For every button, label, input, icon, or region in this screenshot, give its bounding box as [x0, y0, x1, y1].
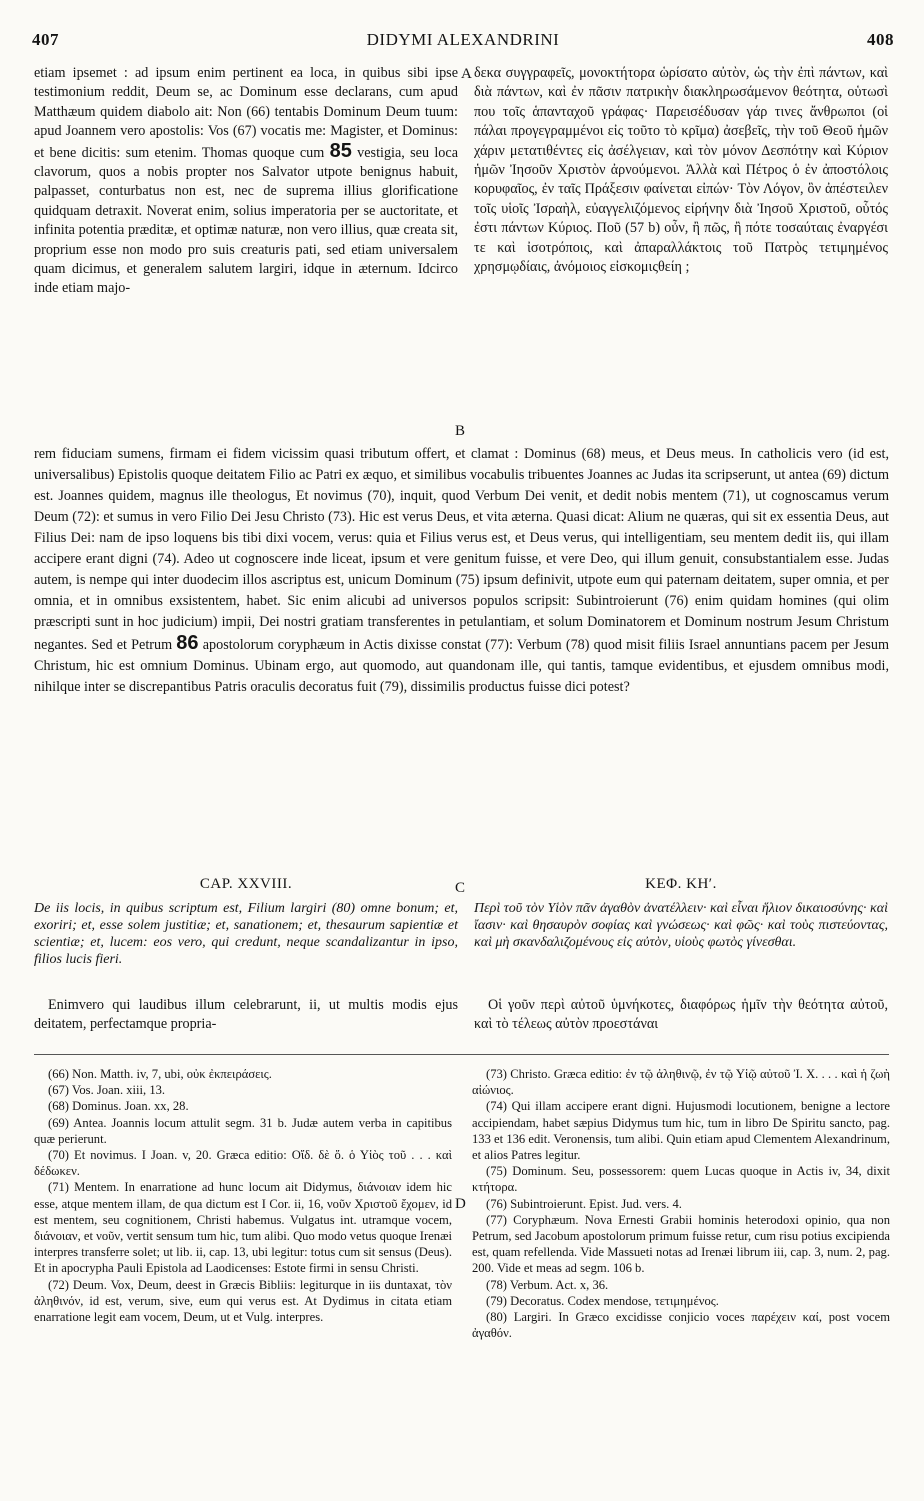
footnote-70: (70) Et novimus. I Joan. v, 20. Græca editio: Οἴδ. δὲ ὅ. ὁ Υἱὸς τοῦ . . . καὶ δέδωκεν. [34, 1148, 452, 1179]
footnote-73: (73) Christo. Græca editio: ἐν τῷ ἀληθινῷ, ἐν τῷ Υἱῷ αὐτοῦ Ἰ. Χ. . . . καὶ ἡ ζωὴ αἰώνιος. [472, 1067, 890, 1098]
footnote-69: (69) Antea. Joannis locum attulit segm. 31 b. Judæ autem verba in capitibus quæ perierunt. [34, 1115, 452, 1146]
chapter-heading-latin: CAP. XXVIII. [199, 876, 293, 892]
greek-text-top: δεκα συγγραφεῖς, μονοκτήτορα ὡρίσατο αὐτὸν, ὡς τὴν ἐπὶ πάντων, καὶ διὰ πάντων, καὶ ἐν πᾶσιν πατρικὴν διακληρωσάμενον θεότητα, οὑτωσὶ που τοῖς ἁπανταχοῦ γράφας· Παρεισέδυσαν γάρ τινες ἄνθρωποι (οἱ πάλαι προγεγραμμένοι εἰς τοῦτο τὸ κρῖμα) ἀσεβεῖς, τὴν τοῦ Θεοῦ ἡμῶν χάριν μετατιθέντες εἰς ἀσέλγειαν, καὶ τὸν μόνον Δεσπότην καὶ Κύριον ἡμῶν Ἰησοῦν Χριστὸν ἀρνούμενοι. Ἀλλὰ καὶ Πέτρος ὁ ἐν ἀποστόλοις κορυφαῖος, ἐν ταῖς Πράξεσιν φαίνεται εἰπών· Τὸν Λόγον, ὃν ἀπέστειλεν τοῖς υἱοῖς Ἰσραὴλ, εὐαγγελιζόμενος εἰρήνην διὰ Ἰησοῦ Χριστοῦ, οὗτός ἐστι πάντων Κύριος. Ποῦ (57 b) οὖν, ἢ πῶς, ἢ πότε τοσαύταις ἐναργέσι τε καὶ ἰσοτρόποις, καὶ ἀπαραλλάκτοις τοῦ Πατρὸς τετιμημένος χρησμῳδίαις, ἀνόμοιος εἰσκομιςθείη ; [474, 65, 888, 276]
footnote-78: (78) Verbum. Act. x, 36. [486, 1277, 609, 1292]
chapter-title-greek: Περὶ τοῦ τὸν Υἱὸν πᾶν ἀγαθὸν ἀνατέλλειν· καὶ εἶναι ἥλιον δικαιοσύνης· καὶ ἴασιν· καὶ θησαυρὸν σοφίας καὶ γνώσεως· καὶ φῶς· καὶ τοὺς πιστεύοντας, καὶ μὴ σκανδαλιζομένους εἰς αὐτὸν, υἱοὺς φωτὸς γίνεσθαι. [474, 901, 888, 950]
greek-column-top [474, 64, 888, 442]
margin-marker-d: D [455, 1196, 466, 1212]
margin-marker-a: A [461, 66, 472, 82]
chapter-text-latin [34, 996, 458, 1040]
section-number-85: 85 [329, 139, 352, 162]
footnote-72: (72) Deum. Vox, Deum, deest in Græcis Bibliis: legiturque in iis duntaxat, τὸν ἀληθινόν, id est, verum, sive, eum qui verus est. At Dydimus in citata etiam enarratione legit eam vocem, Deum, ut et Vulg. interpres. [34, 1277, 452, 1325]
margin-marker-b: B [455, 423, 466, 439]
margin-marker-c: C [455, 880, 466, 896]
footnote-66: (66) Non. Matth. iv, 7, ubi, οὐκ ἐκπειράσεις. [48, 1067, 272, 1081]
footnote-75: (75) Dominum. Seu, possessorem: quem Lucas quoque in Actis iv, 34, dixit κτήτορα. [472, 1164, 890, 1195]
footnote-71: (71) Mentem. In enarratione ad hunc locum ait Didymus, διάνοιαν idem hic esse, atque mentem illam, de qua dictum est I Cor. ii, 16, νοῦν Χριστοῦ ἔχομεν, id est mentem, seu cognitionem, Christi habemus. Vulgatus int. utramque vocem, διάνοιαν, et νοῦν, vertit sensum tum hic, tum alibi. Quo modo vetus quoque Irenæi interpres transferre solet; ut lib. ii, cap. 13, ubi legitur: totus cum sit sensus (Deus). Et in apocrypha Pauli Epistola ad Laodicenses: Estote firmi in sensu Christi. [34, 1180, 452, 1276]
chapter-text-latin-line: Enimvero qui laudibus illum celebrarunt, ii, ut multis modis ejus deitatem, perfectamque propria- [34, 997, 458, 1033]
latin-text-part2: vestigia, seu loca clavorum, quos a nobis propter nos Salvator utpote benignus habuit, palpasset, conturbatus non est, nec de suprema illius glorificatione quidquam detraxit. Noverat enim, solius imperatoria per se auctoritate, et infinita potentia præditæ, et optimæ naturæ, non vero illius, quæ creata sit, proprium esse non modo pro suis creaturis pati, sed etiam universalem quam dicimus, et generalem salutem largiri, idque in æternum. Idcirco inde etiam majo- [34, 144, 458, 297]
page-number-right: 408 [867, 30, 894, 49]
section-number-86: 86 [176, 632, 199, 654]
notes-divider [34, 1054, 889, 1055]
footnote-76: (76) Subintroierunt. Epist. Jud. vers. 4. [486, 1196, 682, 1211]
chapter-heading-greek: ΚΕΦ. ΚΗʹ. [645, 876, 717, 892]
full-width-paragraph [34, 444, 889, 872]
latin-column-top [34, 64, 458, 442]
latin-text-part1: etiam ipsemet : ad ipsum enim pertinent ea loca, in quibus sibi ipse testimonium reddit, Deum se, ac Dominum esse declarans, cum apud Matthæum quidem diabolo ait: Non (66) tentabis Dominum Deum tuum: apud Joannem vero apostolis: Vos (67) vocatis me: Magister, et Dominus: et bene dicitis: sum etenim. Thomas quoque cum [34, 65, 458, 161]
footnote-77: (77) Coryphæum. Nova Ernesti Grabii hominis heterodoxi opinio, qua non Petrum, sed Jacobum apostolorum primum fuisse retur, cum risu potius excipienda est, quam refellenda. Vide Massueti notas ad Irenæi librum iii, cap. 3, num. 2, pag. 200. Vide et meas ad segm. 106 b. [472, 1212, 890, 1276]
chapter-title-latin: De iis locis, in quibus scriptum est, Filium largiri (80) omne bonum; et, exoriri; et, esse solem justitiæ; et, sanationem; et, thesaurum sapientiæ et scientiæ; et, lucem: eos vero, qui credunt, neque scandalizantur in ipso, filios lucis fieri. [34, 901, 458, 967]
running-header [32, 30, 894, 56]
page-number-left: 407 [32, 30, 59, 49]
chapter-text-greek-line: Οἱ γοῦν περὶ αὐτοῦ ὑμνήκοτες, διαφόρως ἡμῖν τὴν θεότητα αὐτοῦ, καὶ τὸ τέλεως αὐτὸν προεστάναι [474, 997, 888, 1033]
running-title: DIDYMI ALEXANDRINI [366, 30, 560, 49]
footnotes-right [472, 1066, 890, 1486]
full-width-text-part1: rem fiduciam sumens, firmam ei fidem vicissim quasi tributum offert, et clamat : Dominus (68) meus, et Deus meus. In catholicis vero (id est, universalibus) Epistolis quoque deitatem Filio ac Patri ex æquo, et similibus vocabulis tribuentes Joannes ac Judas ita scripserunt, ut antea (69) dictum est. Joannes quidem, magnus ille theologus, Et novimus (70), inquit, quod Verbum Dei venit, et dedit nobis mentem (71), ut cognoscamus verum Deum (72): et sumus in vero Filio Dei Jesu Christo (73). Hic est verus Deus, et vita æterna. Quasi dicat: Alium ne quæras, qui sit ex essentia Deus, aut Filius Dei: nam de ipso loquens bis tibi dixi vocem, verus: quia et Filius verus est, et Deus verus, qui intelligentiam, seu mentem dedit iis, qui illam accipere erant digni (74). Adeo ut cognoscere inde liceat, ipsum et vere genitum fuisse, et vere Deo, qui illum genuit, consubstantialem esse. Judas autem, is nempe qui inter duodecim illos ascriptus est, unicum Dominum (75) ipsum definivit, utpote eum qui paternam deitatem, super omnia, et per omnia, et in omnibus exsistentem, habet. Sic enim alicubi ad universos populos scripsit: Subintroierunt (76) enim quidam homines (qui olim præscripti sunt in hoc judicium) impii, Dei nostri gratiam transferentes in petulantiam, et solum Dominatorem et Dominum nostrum Jesum Christum negantes. Sed et Petrum [34, 446, 889, 653]
footnotes-left [34, 1066, 452, 1486]
chapter-text-greek [474, 996, 888, 1040]
footnote-79: (79) Decoratus. Codex mendose, τετιμημένος. [486, 1293, 719, 1308]
footnote-67: (67) Vos. Joan. xiii, 13. [48, 1083, 166, 1098]
footnote-80: (80) Largiri. In Græco excidisse conjicio voces παρέχειν καί, post vocem ἀγαθόν. [472, 1310, 890, 1341]
full-width-text-part2: apostolorum coryphæum in Actis dixisse constat (77): Verbum (78) quod misit filiis Israel annuntians pacem per Jesum Christum, hic est omnium Dominus. Ubinam ergo, aut quomodo, aut quandonam ille, qui tantis, tamque evidentibus, et ejusdem omnibus modi, nihilque inter se discrepantibus Patris oraculis decoratus fuit (79), dissimilis productus fuisse dici potest? [34, 637, 889, 695]
footnote-74: (74) Qui illam accipere erant digni. Hujusmodi locutionem, benigne a lectore accipiendam, habet sæpius Didymus tum hic, tum in libro De Spiritu sancto, pag. 133 et 136 edit. Veronensis, tum alibi. Quin etiam apud Clementem Alexandrinum, et alios Patres legitur. [472, 1099, 890, 1163]
footnote-68: (68) Dominus. Joan. xx, 28. [48, 1099, 189, 1114]
